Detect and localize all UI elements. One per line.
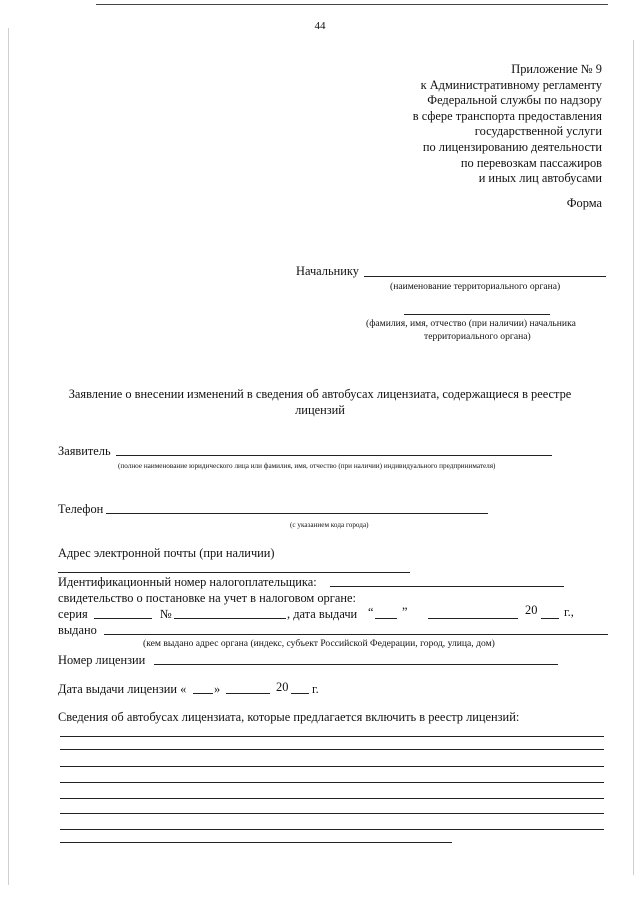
applicant-hint: (полное наименование юридического лица или фамилия, имя, отчество (при наличии) индивидуального предпринимателя) (118, 462, 496, 470)
phone-field[interactable] (106, 499, 488, 514)
buses-info-line[interactable] (60, 799, 604, 814)
license-month-field[interactable] (226, 679, 270, 694)
license-date-close: » (214, 682, 221, 696)
addressee-name-hint-1: (фамилия, имя, отчество (при наличии) начальника (366, 318, 576, 329)
issue-day-field[interactable] (375, 604, 397, 619)
buses-info-label: Сведения об автобусах лицензиата, которые предлагается включить в реестр лицензий: (58, 710, 520, 724)
page-number: 44 (314, 20, 326, 32)
license-date-label: Дата выдачи лицензии « (58, 682, 187, 696)
issue-year-suffix: г., (564, 605, 574, 619)
number-label: № (160, 607, 172, 621)
document-title-line-1: Заявление о внесении изменений в сведения об автобусах лицензиата, содержащиеся в реестре (68, 387, 572, 401)
phone-hint: (с указанием кода города) (290, 521, 369, 529)
appendix-line: Приложение № 9 (511, 62, 602, 76)
appendix-line: и иных лиц автобусами (478, 171, 602, 186)
appendix-line: государственной услуги (474, 124, 602, 139)
document-title (50, 386, 590, 418)
addressee-name-field[interactable] (404, 302, 550, 315)
appendix-line: в сфере транспорта предоставления (412, 108, 602, 123)
appendix-line: к Административному регламенту (420, 77, 602, 92)
issue-day-close-quote: ” (402, 605, 408, 619)
applicant-field[interactable] (116, 441, 552, 456)
issued-by-field[interactable] (104, 620, 608, 635)
license-year-field[interactable] (291, 679, 309, 694)
page-edge-left (8, 28, 9, 885)
series-label: серия (58, 607, 88, 621)
issue-month-field[interactable] (428, 604, 518, 619)
page-edge-top (96, 4, 608, 5)
addressee-label: Начальнику (296, 264, 359, 278)
appendix-header (413, 62, 602, 187)
buses-info-line[interactable] (60, 828, 452, 843)
license-day-field[interactable] (193, 679, 213, 694)
document-title-line-2: лицензий (295, 403, 345, 417)
license-year-suffix: г. (312, 682, 319, 696)
buses-info-line[interactable] (60, 768, 604, 783)
form-label: Форма (566, 196, 602, 210)
addressee-organ-field[interactable] (364, 262, 606, 277)
tax-certificate-label: свидетельство о постановке на учет в налоговом органе: (58, 591, 356, 605)
appendix-line: Федеральной службы по надзору (427, 93, 602, 108)
inn-field[interactable] (330, 572, 564, 587)
page-edge-right (633, 40, 634, 875)
buses-info-line[interactable] (60, 784, 604, 799)
issue-day-open-quote: “ (368, 605, 374, 619)
addressee-organ-hint: (наименование территориального органа) (390, 281, 561, 292)
issued-by-label: выдано (58, 623, 97, 637)
license-number-label: Номер лицензии (58, 653, 146, 667)
license-number-field[interactable] (154, 650, 558, 665)
number-field[interactable] (174, 604, 286, 619)
applicant-label: Заявитель (58, 444, 111, 458)
appendix-line: по перевозкам пассажиров (460, 155, 602, 170)
license-year-prefix: 20 (276, 680, 289, 694)
issued-by-hint: (кем выдано адрес органа (индекс, субъект Российской Федерации, город, улица, дом) (143, 638, 495, 649)
buses-info-line[interactable] (60, 752, 604, 767)
appendix-line: по лицензированию деятельности (422, 139, 602, 154)
inn-label: Идентификационный номер налогоплательщика: (58, 575, 317, 589)
email-field[interactable] (58, 558, 410, 573)
issue-year-prefix: 20 (525, 603, 538, 617)
issue-year-field[interactable] (541, 604, 559, 619)
phone-label: Телефон (58, 502, 104, 516)
issue-date-label: , дата выдачи (287, 607, 358, 621)
email-label: Адрес электронной почты (при наличии) (58, 546, 275, 560)
addressee-name-hint-2: территориального органа) (424, 331, 531, 342)
series-field[interactable] (94, 604, 152, 619)
buses-info-line[interactable] (60, 735, 604, 750)
